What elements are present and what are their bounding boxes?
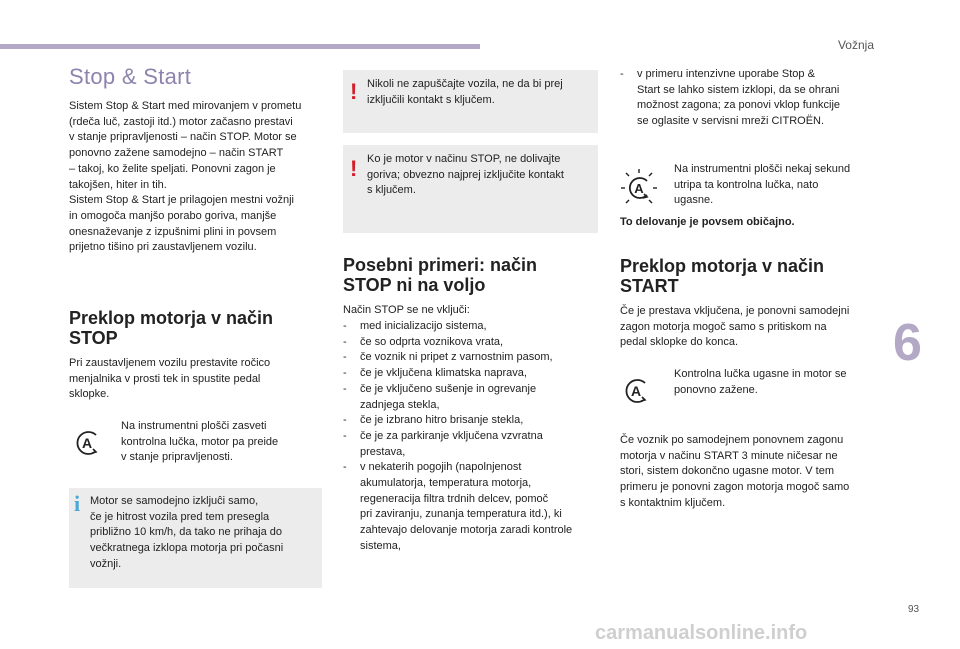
warning-text-2: Ko je motor v načinu STOP, ne dolivajte goriva; obvezno najprej izključite kontakt s ključem. [367,153,564,197]
continued-list [620,67,880,130]
special-cases-intro: Način STOP se ne vključi: [343,304,470,316]
blinking-indicator-icon [618,168,660,208]
stop-indicator-icon [72,428,102,458]
list-item: - med inicializacijo sistema, [343,319,601,335]
warning-icon: ! [350,79,358,104]
warning-text-1: Nikoli ne zapuščajte vozila, ne da bi prej izključili kontakt s ključem. [367,78,563,106]
start-paragraph: Če je prestava vključena, je ponovni samodejni zagon motorja mogoč samo s pritiskom na pedal sklopke do konca. [620,305,850,349]
list-item: - če so odprta voznikova vrata, [343,335,601,351]
start-indicator-icon [621,376,651,406]
watermark: carmanualsonline.info [595,622,808,644]
svg-text:A: A [81,435,93,451]
final-paragraph: Če voznik po samodejnem ponovnem zagonu motorja v načinu START 3 minute ničesar ne stori, sistem dokončno ugasne motor. V tem primeru je ponovni zagon motorja mogoč samo s kontaktnim ključem. [620,434,850,509]
info-box-text: Motor se samodejno izkljuĉi samo, če je hitrost vozila pred tem presegla približno 10 km/h, da tako ne prihaja do večkratnega izklopa motorja pri počasni vožnji. [90,495,284,570]
section-title: Vožnja [837,38,874,52]
svg-text:A: A [634,181,644,196]
warning-icon: ! [350,156,358,181]
page-number: 93 [908,604,920,615]
header-accent-bar [0,44,480,49]
list-item: - v primeru intenzivne uporabe Stop & Start se lahko sistem izklopi, da se ohrani možnost zagona; za ponovi vklop funkcije se oglasite v servisni mreži CITROËN. [620,67,880,130]
list-item: - če je vključena klimatska naprava, [343,366,601,382]
chapter-number: 6 [893,314,922,372]
special-cases-list [343,319,601,555]
list-item: - če je vključeno sušenje in ogrevanje zadnjega stekla, [343,382,601,413]
stop-heading: Preklop motorja v način STOP [69,308,274,348]
page-title: Stop & Start [69,64,192,89]
list-item: - v nekaterih pogojih (napolnjenost akumulatorja, temperatura motorja, regeneracija filtra trdnih delcev, pomoč pri zaviranju, zunanja temperatura itd.), ki zahtevajo delovanje motorja zaradi kontrole sistema, [343,460,601,554]
info-icon: i [74,491,81,516]
start-indicator-text: Kontrolna lučka ugasne in motor se ponovno zažene. [674,368,847,396]
stop-indicator-text: Na instrumentni plošči zasveti kontrolna lučka, motor pa preide v stanje pripravljenosti. [121,420,279,464]
intro-paragraph: Sistem Stop & Start med mirovanjem v prometu (rdeča luč, zastoji itd.) motor začasno prestavi v stanje pripravljenosti – način STOP. Motor se ponovno zažene samodejno – način START – takoj, ko želite speljati. Ponovni zagon je takojšen, hiter in tih. Sistem Stop & Start je prilagojen mestni vožnji in omogoča manjšo porabo goriva, manjše onesnaževanje z izpušnimi plini in povsem prijetno tišino pri zaustavljenem vozilu. [69,100,302,254]
special-cases-heading: Posebni primeri: način STOP ni na voljo [343,255,538,295]
svg-text:A: A [630,383,642,399]
list-item: - če voznik ni pripet z varnostnim pasom, [343,350,601,366]
list-item: - če je za parkiranje vključena vzvratna prestava, [343,429,601,460]
stop-paragraph: Pri zaustavljenem vozilu prestavite ročico menjalnika v prosti tek in spustite pedal sklopke. [69,357,271,401]
blink-text: Na instrumentni plošči nekaj sekund utripa ta kontrolna lučka, nato ugasne. [674,163,851,207]
normal-operation-note: To delovanje je povsem običajno. [620,216,795,228]
list-item: - če je izbrano hitro brisanje stekla, [343,413,601,429]
start-heading: Preklop motorja v način START [620,256,825,296]
